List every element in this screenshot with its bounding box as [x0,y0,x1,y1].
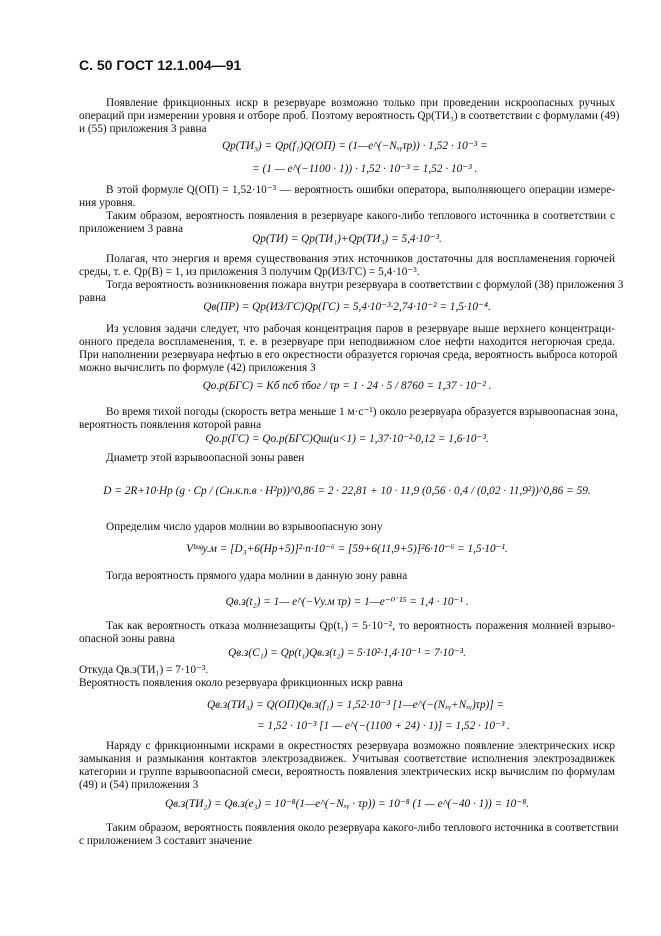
formula: Qв.з(t₂) = 1— e^(−Vу.м τр) = 1—e⁻⁰˙¹⁵ = 1,4 · 10⁻¹ . [225,596,469,608]
paragraph-line: приложением 3 равна [79,223,184,235]
formula: Qв.з(C₁) = Qр(t₁)Qв.з(t₂) = 5·10²·1,4·10⁻¹ = 7·10⁻³. [228,647,466,659]
formula: Qр(ТИ₃) = Qр(f₁)Q(ОП) = (1—e^(−Nₓᵧτр)) · 1,52 · 10⁻³ = [222,140,488,152]
formula: Qр(ТИ) = Qр(ТИ₁)+Qр(ТИ₃) = 5,4·10⁻³. [252,233,442,245]
paragraph-line: ния уровня. [79,197,136,209]
paragraph-line: равна [79,292,107,304]
paragraph-line: можно вычислить по формуле (42) приложения 3 [79,362,316,374]
page-header: С. 50 ГОСТ 12.1.004—91 [79,57,242,73]
paragraph-line: При наполнении резервуара нефтью в его окрестности образуется горючая среда, вероятность выброса которой [79,349,618,361]
paragraph-line: операций при измерении уровня и отборе проб. Поэтому вероятность Qр(ТИ₃) в соответствии с формулами (49) [79,110,620,122]
paragraph-line: Определим число ударов молнии во взрывоопасную зону [106,521,383,533]
paragraph-line: Тогда вероятность прямого удара молнии в данную зону равна [106,570,408,582]
formula: Qв.з(ТИ₃) = Q(ОП)Qв.з(f₁) = 1,52·10⁻³ [1—e^(−(Nₓᵧ+Nₓᵧ)τр)] = [207,699,505,711]
paragraph-line: онного предела воспламенения, т. е. в резервуаре при неподвижном слое нефти находится негорючая среда. [79,336,615,348]
paragraph-line: среды, т. е. Qр(В) = 1, из приложения 3 получим Qр(ИЗ/ГС) = 5,4·10⁻³. [79,266,420,278]
paragraph-line: Тогда вероятность возникновения пожара внутри резервуара в соответствии с формулой (38) приложения 3 [106,279,624,291]
paragraph-line: с приложением 3 составит значение [79,835,252,847]
paragraph-line: (49) и (54) приложения 3 [79,779,199,791]
formula: Vᵇᵒᵍу.м = [D₃+6(Hр+5)]²·n·10⁻⁶ = [59+6(11,9+5)]²6·10⁻⁶ = 1,5·10⁻¹. [186,543,508,555]
paragraph-line: Вероятность появления около резервуара фрикционных искр равна [79,677,403,689]
formula: = (1 — e^(−1100 · 1)) · 1,52 · 10⁻³ = 1,52 · 10⁻³ . [252,163,478,175]
paragraph-line: опасной зоны равна [79,633,175,645]
formula: Qв(ПР) = Qр(ИЗ/ГС)Qр(ГС) = 5,4·10⁻³·2,74·10⁻² = 1,5·10⁻⁴. [203,301,491,313]
paragraph-line: Так как вероятность отказа молниезащиты Qр(t₁) = 5·10⁻², то вероятность поражения молнией взрыво- [106,620,615,632]
paragraph-line: замыкания и размыкания контактов электрозадвижек. Учитывая соответствие исполнения электрозадвижек [79,753,615,765]
paragraph-line: Появление фрикционных искр в резервуаре возможно только при проведении искроопасных ручных [106,97,615,109]
paragraph-line: вероятность появления которой равна [79,419,262,431]
paragraph-line: Откуда Qв.з(ТИ₁) = 7·10⁻³. [79,664,209,676]
paragraph-line: и (55) приложения 3 равна [79,123,207,135]
paragraph-line: Из условия задачи следует, что рабочая концентрация паров в резервуаре выше верхнего концентраци- [106,323,615,335]
paragraph-line: В этой формуле Q(ОП) = 1,52·10⁻³ — вероятность ошибки оператора, выполняющего операции измере- [106,184,615,196]
paragraph-line: Таким образом, вероятность появления в резервуаре какого-либо теплового источника в соответствии с [106,210,615,222]
paragraph-line: Диаметр этой взрывоопасной зоны равен [106,452,305,464]
paragraph-line: Наряду с фрикционными искрами в окрестностях резервуара возможно появление электрических искр [106,740,615,752]
formula: Qв.з(ТИ₂) = Qв.з(e₃) = 10⁻⁸(1—e^(−Nₓᵧ · τр)) = 10⁻⁸ (1 — e^(−40 · 1)) = 10⁻⁸. [164,798,530,810]
formula: D = 2R+10·Hр (g · Cр / (Cн.к.п.в · H²р))^0,86 = 2 · 22,81 + 10 · 11,9 (0,56 · 0,4 / (0,02 · 11,9²))^0,86 = 59. [103,485,591,497]
paragraph-line: категории и группе взрывоопасной смеси, вероятность появления электрических искр вычислим по формулам [79,766,615,778]
formula: Qо.р(ГС) = Qо.р(БГС)Qш(u<1) = 1,37·10⁻²·0,12 = 1,6·10⁻³. [205,433,489,445]
paragraph-line: Полагая, что энергия и время существования этих источников достаточны для воспламенения горючей [106,253,615,265]
formula: = 1,52 · 10⁻³ [1 — e^(−(1100 + 24) · 1)] = 1,52 · 10⁻³ . [257,720,510,732]
paragraph-line: Таким образом, вероятность появления около резервуара какого-либо теплового источника в соответствии [106,822,619,834]
formula: Qо.р(БГС) = Кб nсб τбог / τр = 1 · 24 · 5 / 8760 = 1,37 · 10⁻² . [202,380,492,392]
paragraph-line: Во время тихой погоды (скорость ветра меньше 1 м·с⁻¹) около резервуара образуется взрывоопасная зона, [106,406,618,418]
